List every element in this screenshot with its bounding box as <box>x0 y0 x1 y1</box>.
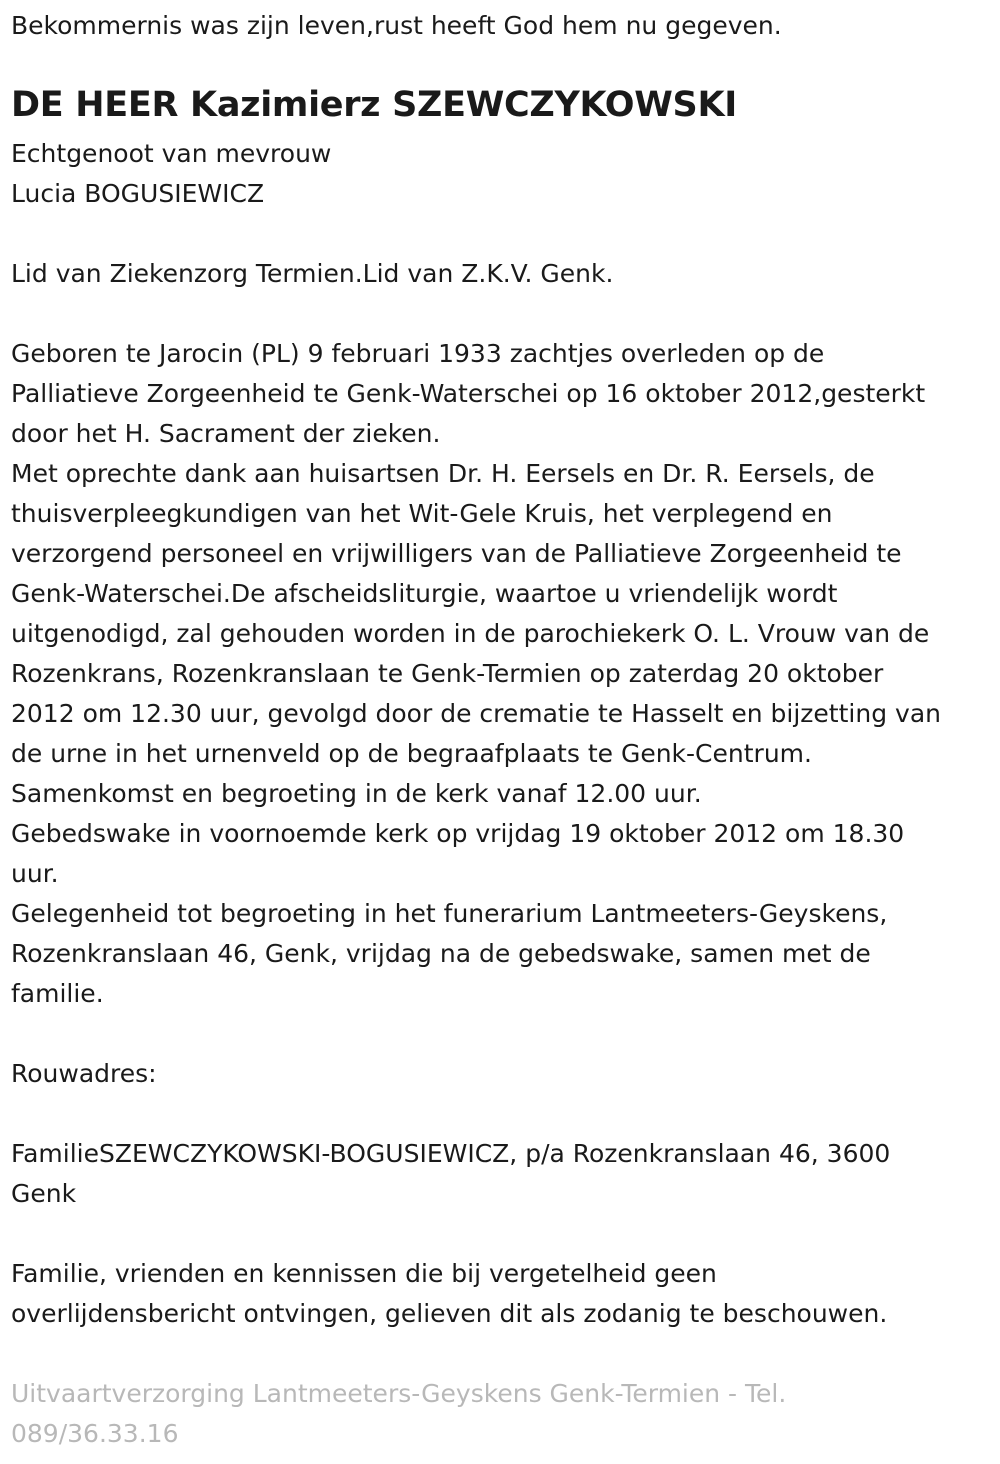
membership-line: Lid van Ziekenzorg Termien.Lid van Z.K.V. Genk. <box>11 259 614 288</box>
mourning-address <box>11 1134 890 1214</box>
funeral-home-footer <box>11 1374 786 1454</box>
footer-line: Uitvaartverzorging Lantmeeters-Geyskens Genk-Termien - Tel. <box>11 1379 787 1408</box>
body-line: Rozenkrans, Rozenkranslaan te Genk-Termien op zaterdag 20 oktober <box>11 659 884 688</box>
membership-info <box>11 254 613 294</box>
body-line: uitgenodigd, zal gehouden worden in de parochiekerk O. L. Vrouw van de <box>11 619 930 648</box>
obituary-body <box>11 334 941 1014</box>
body-line: Geboren te Jarocin (PL) 9 februari 1933 zachtjes overleden op de <box>11 339 825 368</box>
body-line: Samenkomst en begroeting in de kerk vanaf 12.00 uur. <box>11 779 702 808</box>
body-line: de urne in het urnenveld op de begraafplaats te Genk-Centrum. <box>11 739 812 768</box>
body-line: Gebedswake in voornoemde kerk op vrijdag 19 oktober 2012 om 18.30 <box>11 819 905 848</box>
deceased-name: DE HEER Kazimierz SZEWCZYKOWSKI <box>11 85 737 125</box>
notice-line: overlijdensbericht ontvingen, gelieven dit als zodanig te beschouwen. <box>11 1299 888 1328</box>
notice-line: Familie, vrienden en kennissen die bij vergetelheid geen <box>11 1259 717 1288</box>
body-line: Met oprechte dank aan huisartsen Dr. H. Eersels en Dr. R. Eersels, de <box>11 459 875 488</box>
address-heading <box>11 1054 157 1094</box>
spouse-name: Lucia BOGUSIEWICZ <box>11 179 265 208</box>
body-line: verzorgend personeel en vrijwilligers van de Palliatieve Zorgeenheid te <box>11 539 902 568</box>
address-line: FamilieSZEWCZYKOWSKI-BOGUSIEWICZ, p/a Rozenkranslaan 46, 3600 <box>11 1139 891 1168</box>
address-label: Rouwadres: <box>11 1059 157 1088</box>
opening-quote: Bekommernis was zijn leven,rust heeft God hem nu gegeven. <box>11 11 782 40</box>
body-line: Genk-Waterschei.De afscheidsliturgie, waartoe u vriendelijk wordt <box>11 579 838 608</box>
body-line: thuisverpleegkundigen van het Wit-Gele Kruis, het verplegend en <box>11 499 833 528</box>
body-line: Palliatieve Zorgeenheid te Genk-Waterschei op 16 oktober 2012,gesterkt <box>11 379 926 408</box>
body-line: door het H. Sacrament der zieken. <box>11 419 441 448</box>
body-line: Gelegenheid tot begroeting in het funerarium Lantmeeters-Geyskens, <box>11 899 888 928</box>
address-line: Genk <box>11 1179 77 1208</box>
body-line: 2012 om 12.30 uur, gevolgd door de crematie te Hasselt en bijzetting van <box>11 699 941 728</box>
spouse-info <box>11 134 331 214</box>
family-notice <box>11 1254 887 1334</box>
footer-phone: 089/36.33.16 <box>11 1419 179 1448</box>
spouse-line: Echtgenoot van mevrouw <box>11 139 332 168</box>
body-line: uur. <box>11 859 59 888</box>
body-line: Rozenkranslaan 46, Genk, vrijdag na de gebedswake, samen met de <box>11 939 871 968</box>
body-line: familie. <box>11 979 104 1008</box>
